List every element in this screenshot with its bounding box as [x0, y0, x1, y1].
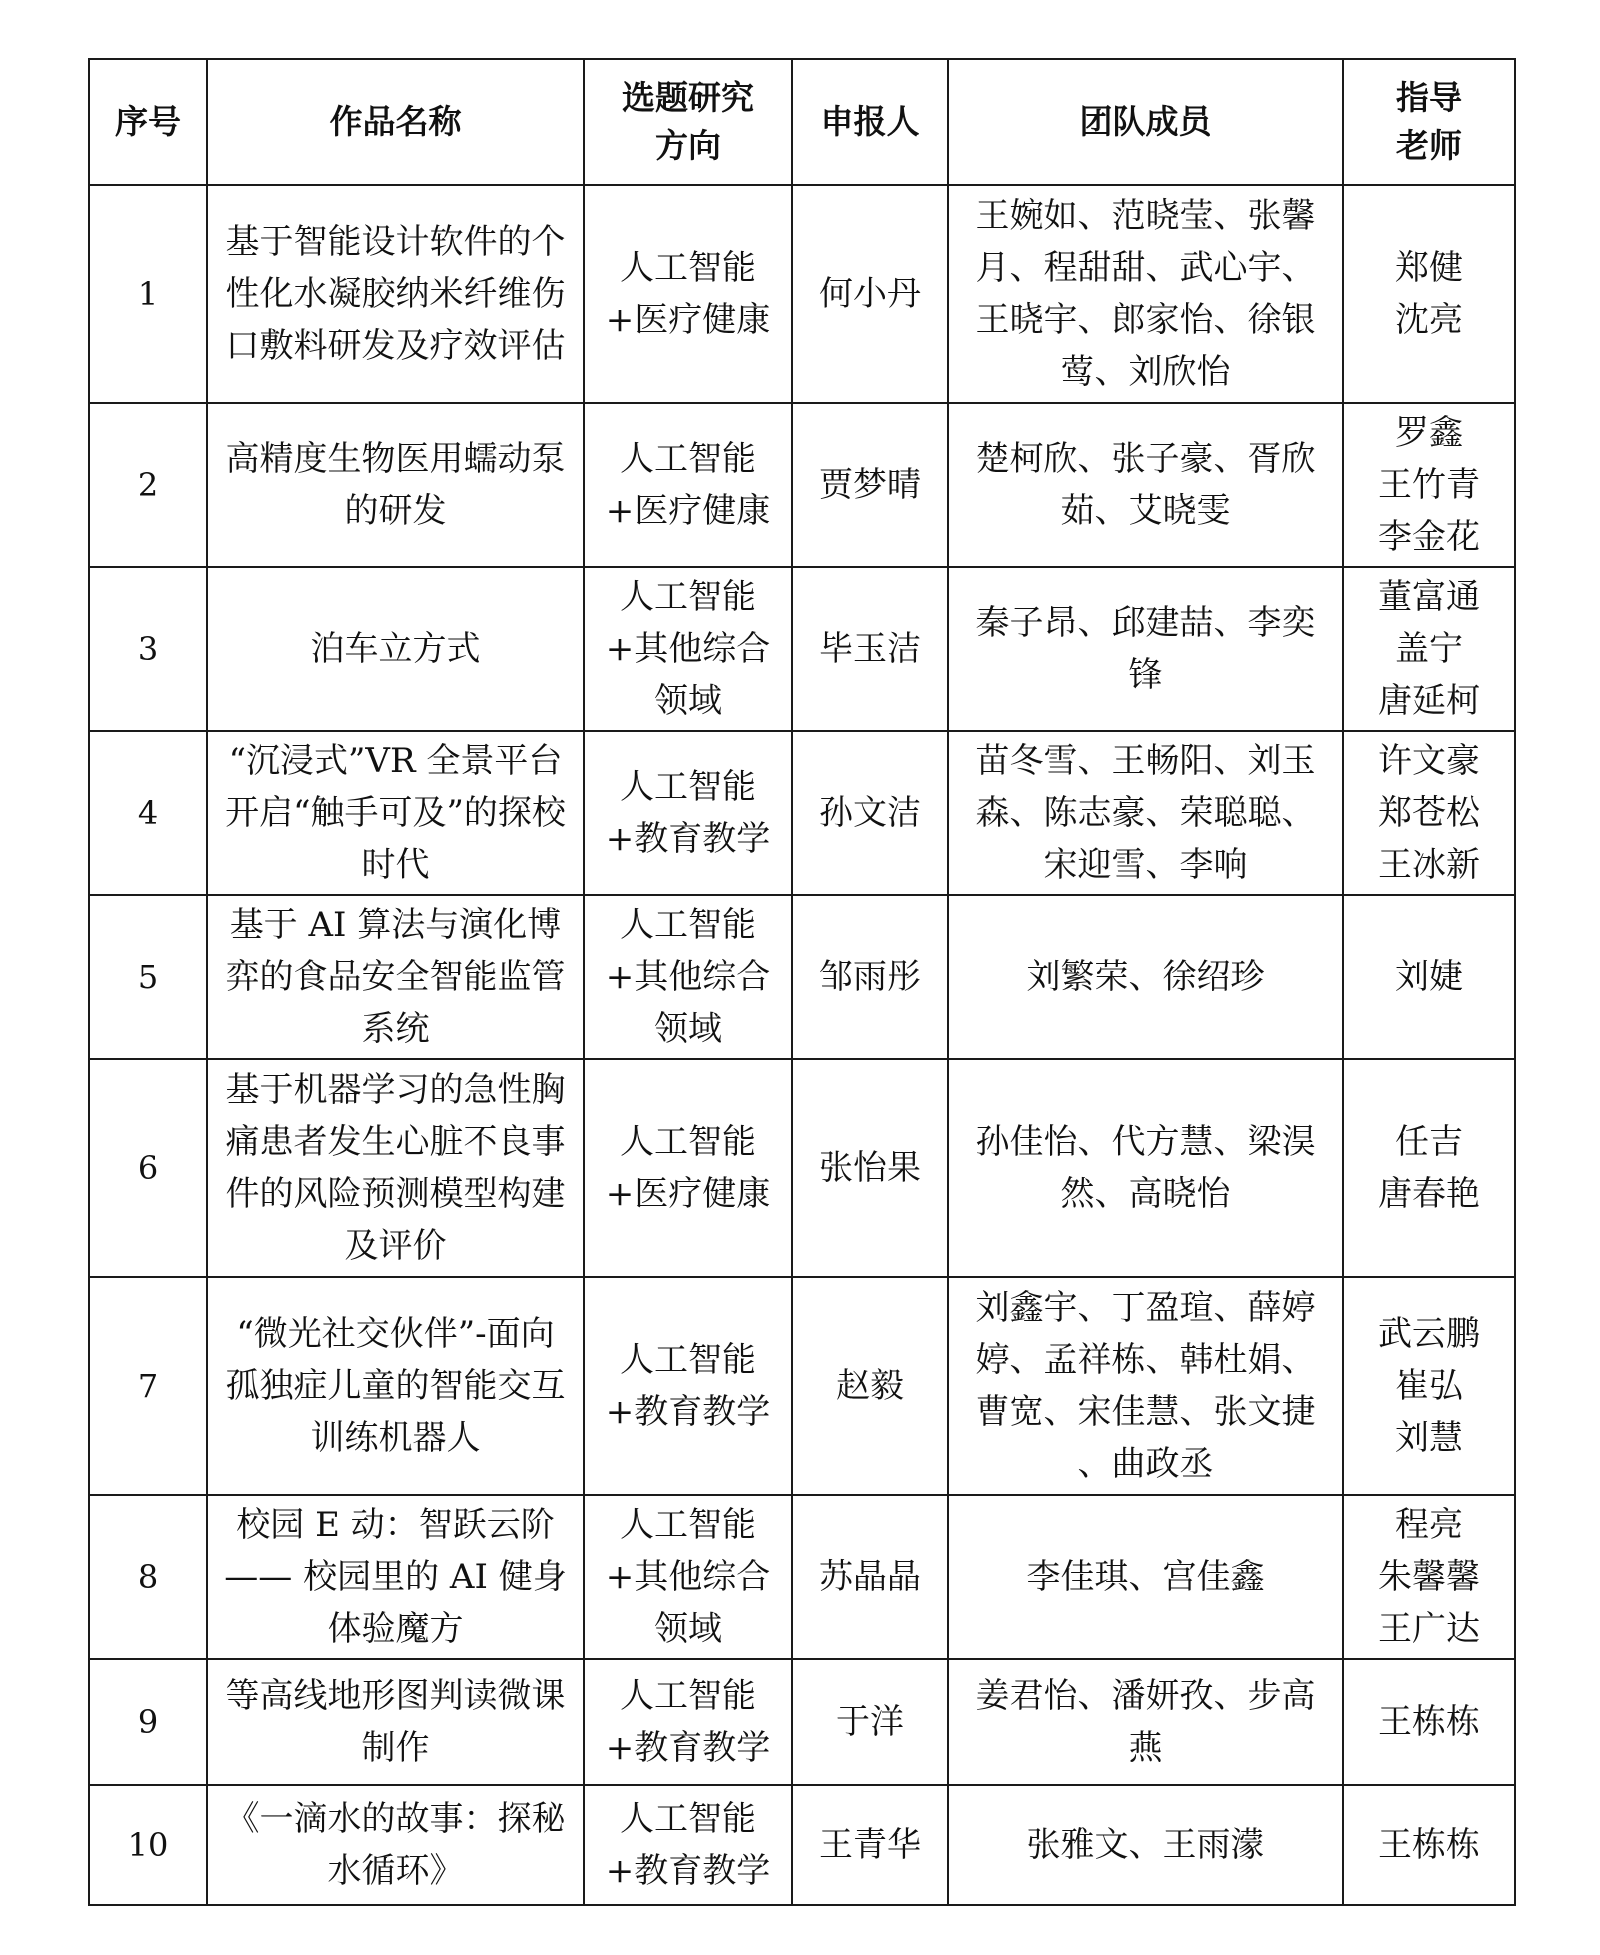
- advisor-name: 王竹青: [1378, 465, 1480, 505]
- advisor-name: 唐春艳: [1378, 1174, 1480, 1214]
- cell-seq: 8: [89, 1495, 207, 1659]
- cell-seq: 4: [89, 731, 207, 895]
- cell-members: 苗冬雪、王畅阳、刘玉森、陈志豪、荣聪聪、宋迎雪、李响: [948, 731, 1343, 895]
- cell-advisors: [1343, 1495, 1515, 1659]
- cell-advisors: [1343, 403, 1515, 567]
- header-applicant: 申报人: [792, 59, 948, 185]
- cell-project-name: 高精度生物医用蠕动泵的研发: [207, 403, 584, 567]
- cell-project-name: “沉浸式”VR 全景平台开启“触手可及”的探校时代: [207, 731, 584, 895]
- cell-seq: 7: [89, 1277, 207, 1495]
- cell-direction: 人工智能+教育教学: [584, 1277, 792, 1495]
- cell-applicant: 于洋: [792, 1659, 948, 1785]
- cell-advisors: [1343, 185, 1515, 403]
- cell-members: 秦子昂、邱建喆、李奕锋: [948, 567, 1343, 731]
- cell-seq: 3: [89, 567, 207, 731]
- cell-applicant: 贾梦晴: [792, 403, 948, 567]
- table-row: [89, 185, 1515, 403]
- cell-project-name: 基于智能设计软件的个性化水凝胶纳米纤维伤口敷料研发及疗效评估: [207, 185, 584, 403]
- advisor-name: 郑苍松: [1378, 793, 1480, 833]
- header-advisor: 指导老师: [1343, 59, 1515, 185]
- advisor-name: 程亮: [1395, 1505, 1463, 1545]
- advisor-name: 董富通: [1378, 577, 1480, 617]
- cell-members: 张雅文、王雨濛: [948, 1785, 1343, 1905]
- advisor-name: 王栋栋: [1378, 1702, 1480, 1742]
- cell-applicant: 邹雨彤: [792, 895, 948, 1059]
- cell-advisors: [1343, 895, 1515, 1059]
- cell-direction: 人工智能+医疗健康: [584, 185, 792, 403]
- advisor-name: 郑健: [1395, 248, 1463, 288]
- advisor-name: 刘慧: [1395, 1418, 1463, 1458]
- cell-direction: 人工智能+教育教学: [584, 1659, 792, 1785]
- header-name: 作品名称: [207, 59, 584, 185]
- cell-members: 刘繁荣、徐绍珍: [948, 895, 1343, 1059]
- advisor-name: 武云鹏: [1378, 1314, 1480, 1354]
- cell-advisors: [1343, 1785, 1515, 1905]
- cell-applicant: 毕玉洁: [792, 567, 948, 731]
- advisor-name: 沈亮: [1395, 300, 1463, 340]
- cell-applicant: 王青华: [792, 1785, 948, 1905]
- cell-seq: 10: [89, 1785, 207, 1905]
- cell-direction: 人工智能+医疗健康: [584, 1059, 792, 1277]
- cell-project-name: 基于 AI 算法与演化博弈的食品安全智能监管系统: [207, 895, 584, 1059]
- cell-direction: 人工智能+教育教学: [584, 1785, 792, 1905]
- cell-project-name: “微光社交伙伴”-面向孤独症儿童的智能交互训练机器人: [207, 1277, 584, 1495]
- cell-members: 楚柯欣、张子豪、胥欣茹、艾晓雯: [948, 403, 1343, 567]
- advisor-name: 任吉: [1395, 1122, 1463, 1162]
- cell-members: 王婉如、范晓莹、张馨月、程甜甜、武心宇、王晓宇、郎家怡、徐银莺、刘欣怡: [948, 185, 1343, 403]
- cell-direction: 人工智能+教育教学: [584, 731, 792, 895]
- cell-project-name: 校园 E 动：智跃云阶—— 校园里的 AI 健身体验魔方: [207, 1495, 584, 1659]
- advisor-name: 崔弘: [1395, 1366, 1463, 1406]
- header-members: 团队成员: [948, 59, 1343, 185]
- table-body: [89, 185, 1515, 1905]
- cell-seq: 2: [89, 403, 207, 567]
- cell-applicant: 赵毅: [792, 1277, 948, 1495]
- table-row: [89, 895, 1515, 1059]
- advisor-name: 王冰新: [1378, 845, 1480, 885]
- cell-seq: 5: [89, 895, 207, 1059]
- table-row: [89, 1277, 1515, 1495]
- cell-advisors: [1343, 1659, 1515, 1785]
- cell-advisors: [1343, 1277, 1515, 1495]
- cell-applicant: 张怡果: [792, 1059, 948, 1277]
- advisor-name: 刘婕: [1395, 957, 1463, 997]
- advisor-name: 朱馨馨: [1378, 1557, 1480, 1597]
- table-row: [89, 1495, 1515, 1659]
- advisor-name: 王栋栋: [1378, 1825, 1480, 1865]
- cell-seq: 9: [89, 1659, 207, 1785]
- table-row: [89, 403, 1515, 567]
- cell-advisors: [1343, 567, 1515, 731]
- cell-members: 李佳琪、宫佳鑫: [948, 1495, 1343, 1659]
- cell-project-name: 泊车立方式: [207, 567, 584, 731]
- table-row: [89, 567, 1515, 731]
- cell-seq: 6: [89, 1059, 207, 1277]
- cell-seq: 1: [89, 185, 207, 403]
- table-row: [89, 731, 1515, 895]
- cell-members: 姜君怡、潘妍孜、步高燕: [948, 1659, 1343, 1785]
- cell-advisors: [1343, 731, 1515, 895]
- cell-applicant: 苏晶晶: [792, 1495, 948, 1659]
- cell-direction: 人工智能+医疗健康: [584, 403, 792, 567]
- cell-project-name: 等高线地形图判读微课制作: [207, 1659, 584, 1785]
- header-direction: 选题研究方向: [584, 59, 792, 185]
- project-table: [88, 58, 1516, 1906]
- advisor-name: 唐延柯: [1378, 681, 1480, 721]
- header-seq: 序号: [89, 59, 207, 185]
- table-row: [89, 1059, 1515, 1277]
- advisor-name: 盖宁: [1395, 629, 1463, 669]
- cell-project-name: 基于机器学习的急性胸痛患者发生心脏不良事件的风险预测模型构建及评价: [207, 1059, 584, 1277]
- header-row: [89, 59, 1515, 185]
- table-row: [89, 1659, 1515, 1785]
- cell-advisors: [1343, 1059, 1515, 1277]
- cell-members: 刘鑫宇、丁盈瑄、薛婷婷、孟祥栋、韩杜娟、曹宽、宋佳慧、张文捷 、曲政丞: [948, 1277, 1343, 1495]
- advisor-name: 李金花: [1378, 517, 1480, 557]
- cell-direction: 人工智能+其他综合领域: [584, 1495, 792, 1659]
- advisor-name: 王广达: [1378, 1609, 1480, 1649]
- cell-direction: 人工智能+其他综合领域: [584, 895, 792, 1059]
- cell-project-name: 《一滴水的故事：探秘水循环》: [207, 1785, 584, 1905]
- cell-direction: 人工智能+其他综合领域: [584, 567, 792, 731]
- table-row: [89, 1785, 1515, 1905]
- cell-members: 孙佳怡、代方慧、梁淏然、高晓怡: [948, 1059, 1343, 1277]
- cell-applicant: 孙文洁: [792, 731, 948, 895]
- cell-applicant: 何小丹: [792, 185, 948, 403]
- advisor-name: 罗鑫: [1395, 413, 1463, 453]
- advisor-name: 许文豪: [1378, 741, 1480, 781]
